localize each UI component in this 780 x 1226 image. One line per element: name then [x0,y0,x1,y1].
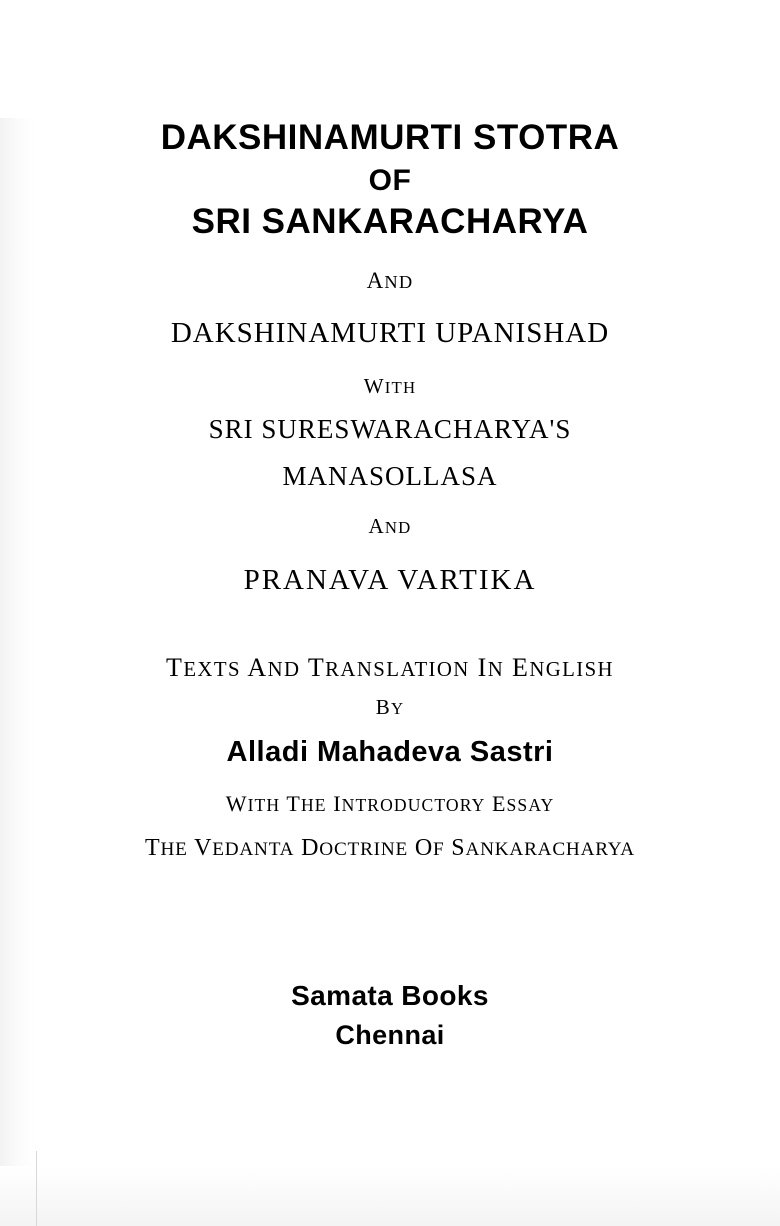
publisher-block [70,980,710,1051]
title-page [0,118,780,1226]
publisher-name: Samata Books [291,979,489,1011]
title-block [70,118,710,242]
publisher-city: Chennai [335,1019,445,1050]
introductory-essay-title: THE VEDANTA DOCTRINE OF SANKARACHARYA [145,834,635,861]
conjunction-and-2: AND [368,514,412,539]
texts-and-translation-line: TEXTS AND TRANSLATION IN ENGLISH [166,652,614,682]
page-title-line-1: DAKSHINAMURTI STOTRA [160,118,620,157]
credits-block [70,653,710,862]
author-name: Alladi Mahadeva Sastri [226,735,554,768]
work-title-pranava-vartika: PRANAVA VARTIKA [243,564,537,597]
with-introductory-essay-line: WITH THE INTRODUCTORY ESSAY [225,790,555,816]
conjunction-and-1: AND [366,268,414,294]
by-label: BY [375,694,405,719]
work-title-sureswaracharya: SRI SURESWARACHARYA'S [208,413,572,444]
work-title-manasollasa: MANASOLLASA [282,460,498,491]
work-title-dakshinamurti-upanishad: DAKSHINAMURTI UPANISHAD [170,317,610,350]
page-title-line-3: SRI SANKARACHARYA [191,201,589,241]
connector-with: WITH [363,373,417,398]
page-title-line-2: OF [368,163,412,197]
